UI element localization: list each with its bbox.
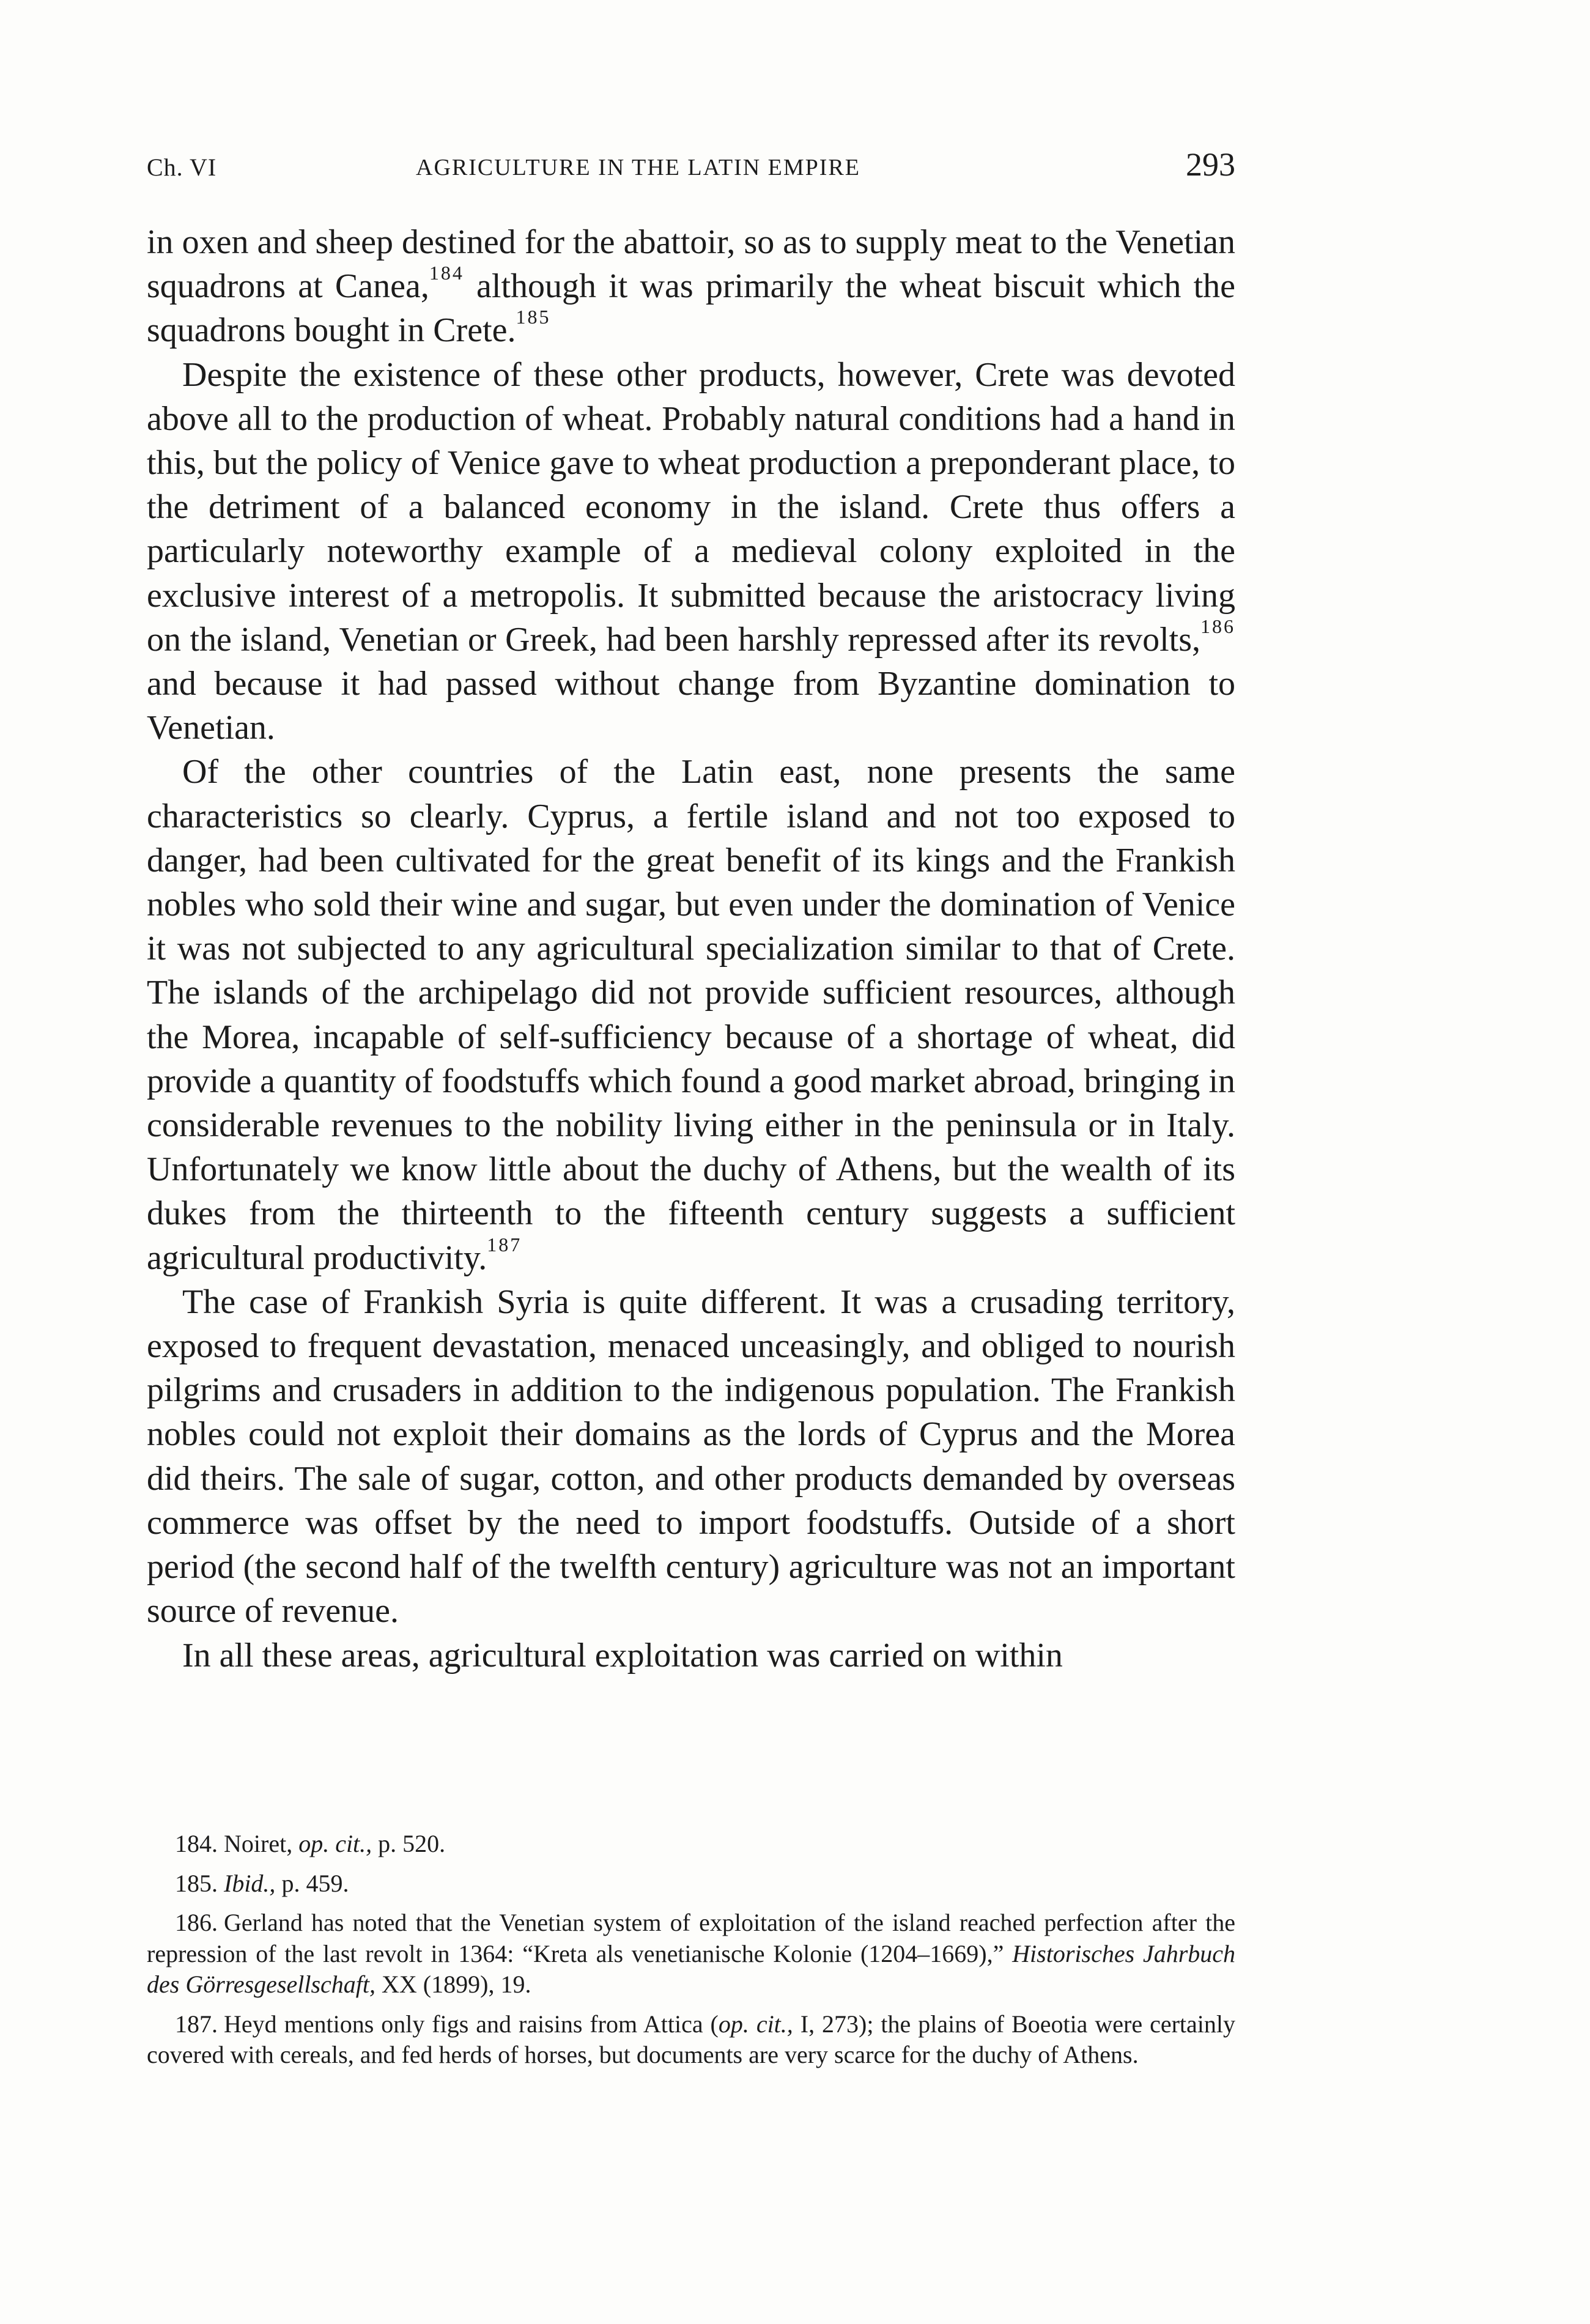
- footnote-text: Noiret,: [224, 1830, 299, 1857]
- footnote-number: 186.: [175, 1909, 218, 1936]
- footnote-text: I, 273); the plains of Boeotia were certainly covered with cereals, and fed herds of horses, but documents are very scarce for the duchy of Athens.: [147, 2010, 1235, 2068]
- footnote-text: p. 520.: [372, 1830, 446, 1857]
- paragraph-text: Despite the existence of these other products, however, Crete was devoted above all to the production of wheat. Probably natural conditions had a hand in this, but the policy of Venice gave to wheat production a preponderant place, to the detriment of a balanced economy in the island. Crete thus offers a particularly noteworthy example of a medieval colony exploited in the exclusive interest of a metropolis. It submitted because the aristocracy living on the island, Venetian or Greek, had been harshly repressed after its revolts,: [147, 355, 1235, 659]
- footnote-186: [147, 1908, 1235, 2000]
- paragraph-5: [147, 1634, 1235, 1678]
- footnote-ref-185: 185: [516, 306, 551, 328]
- chapter-label: Ch. VI: [147, 154, 217, 181]
- footnote-text: XX (1899), 19.: [375, 1971, 531, 1998]
- footnote-italic: Ibid.,: [224, 1869, 276, 1897]
- footnote-text: p. 459.: [275, 1869, 349, 1897]
- running-title: AGRICULTURE IN THE LATIN EMPIRE: [416, 155, 860, 180]
- footnote-italic: Historisches Jahrbuch des Görresgesellschaft,: [147, 1939, 1236, 1998]
- footnote-italic: op. cit.,: [718, 2010, 793, 2038]
- footnote-185: [147, 1868, 1235, 1900]
- footnote-number: 187.: [175, 2010, 218, 2038]
- footnote-184: [147, 1829, 1235, 1860]
- footnote-italic: op. cit.,: [298, 1830, 372, 1857]
- paragraph-text: In all these areas, agricultural exploitation was carried on within: [182, 1636, 1063, 1675]
- footnote-187: [147, 2009, 1235, 2071]
- footnote-ref-186: 186: [1200, 615, 1235, 638]
- footnotes: [147, 1829, 1235, 2079]
- footnote-number: 184.: [175, 1830, 218, 1857]
- main-text: [147, 220, 1235, 1678]
- footnote-ref-187: 187: [487, 1233, 522, 1256]
- footnote-number: 185.: [175, 1869, 218, 1897]
- footnote-text: Gerland has noted that the Venetian system of exploitation of the island reached perfection after the repression of the last revolt in 1364: “Kreta als venetianische Kolonie (1204–1669),”: [147, 1909, 1235, 1967]
- paragraph-text: Of the other countries of the Latin east, none presents the same characteristics so clearly. Cyprus, a fertile island and not too exposed to danger, had been cultivated for the great benefit of its kings and the Frankish nobles who sold their wine and sugar, but even under the domination of Venice it was not subjected to any agricultural specialization similar to that of Crete. The islands of the archipelago did not provide sufficient resources, although the Morea, incapable of self-sufficiency because of a shortage of wheat, did provide a quantity of foodstuffs which found a good market abroad, bringing in considerable revenues to the nobility living either in the peninsula or in Italy. Unfortunately we know little about the duchy of Athens, but the wealth of its dukes from the thirteenth to the fifteenth century suggests a sufficient agricultural productivity.: [147, 753, 1235, 1277]
- paragraph-2: [147, 353, 1235, 750]
- paragraph-1: [147, 220, 1235, 353]
- paragraph-text: in oxen and sheep destined for the abattoir, so as to supply meat to the Venetian squadrons at Canea,: [147, 223, 1235, 306]
- running-header: [147, 146, 1235, 188]
- paragraph-text: and because it had passed without change from Byzantine domination to Venetian.: [147, 665, 1235, 747]
- paragraph-3: [147, 750, 1235, 1279]
- paragraph-4: [147, 1280, 1235, 1634]
- footnote-text: Heyd mentions only figs and raisins from Attica (: [224, 2010, 719, 2038]
- paragraph-text: The case of Frankish Syria is quite different. It was a crusading territory, exposed to frequent devastation, menaced unceasingly, and obliged to nourish pilgrims and crusaders in addition to the indigenous population. The Frankish nobles could not exploit their domains as the lords of Cyprus and the Morea did theirs. The sale of sugar, cotton, and other products demanded by overseas commerce was offset by the need to import foodstuffs. Outside of a short period (the second half of the twelfth century) agriculture was not an important source of revenue.: [147, 1282, 1235, 1630]
- paragraph-text: although it was primarily the wheat biscuit which the squadrons bought in Crete.: [147, 267, 1235, 350]
- footnote-ref-184: 184: [429, 262, 464, 284]
- page-number: 293: [1186, 146, 1235, 183]
